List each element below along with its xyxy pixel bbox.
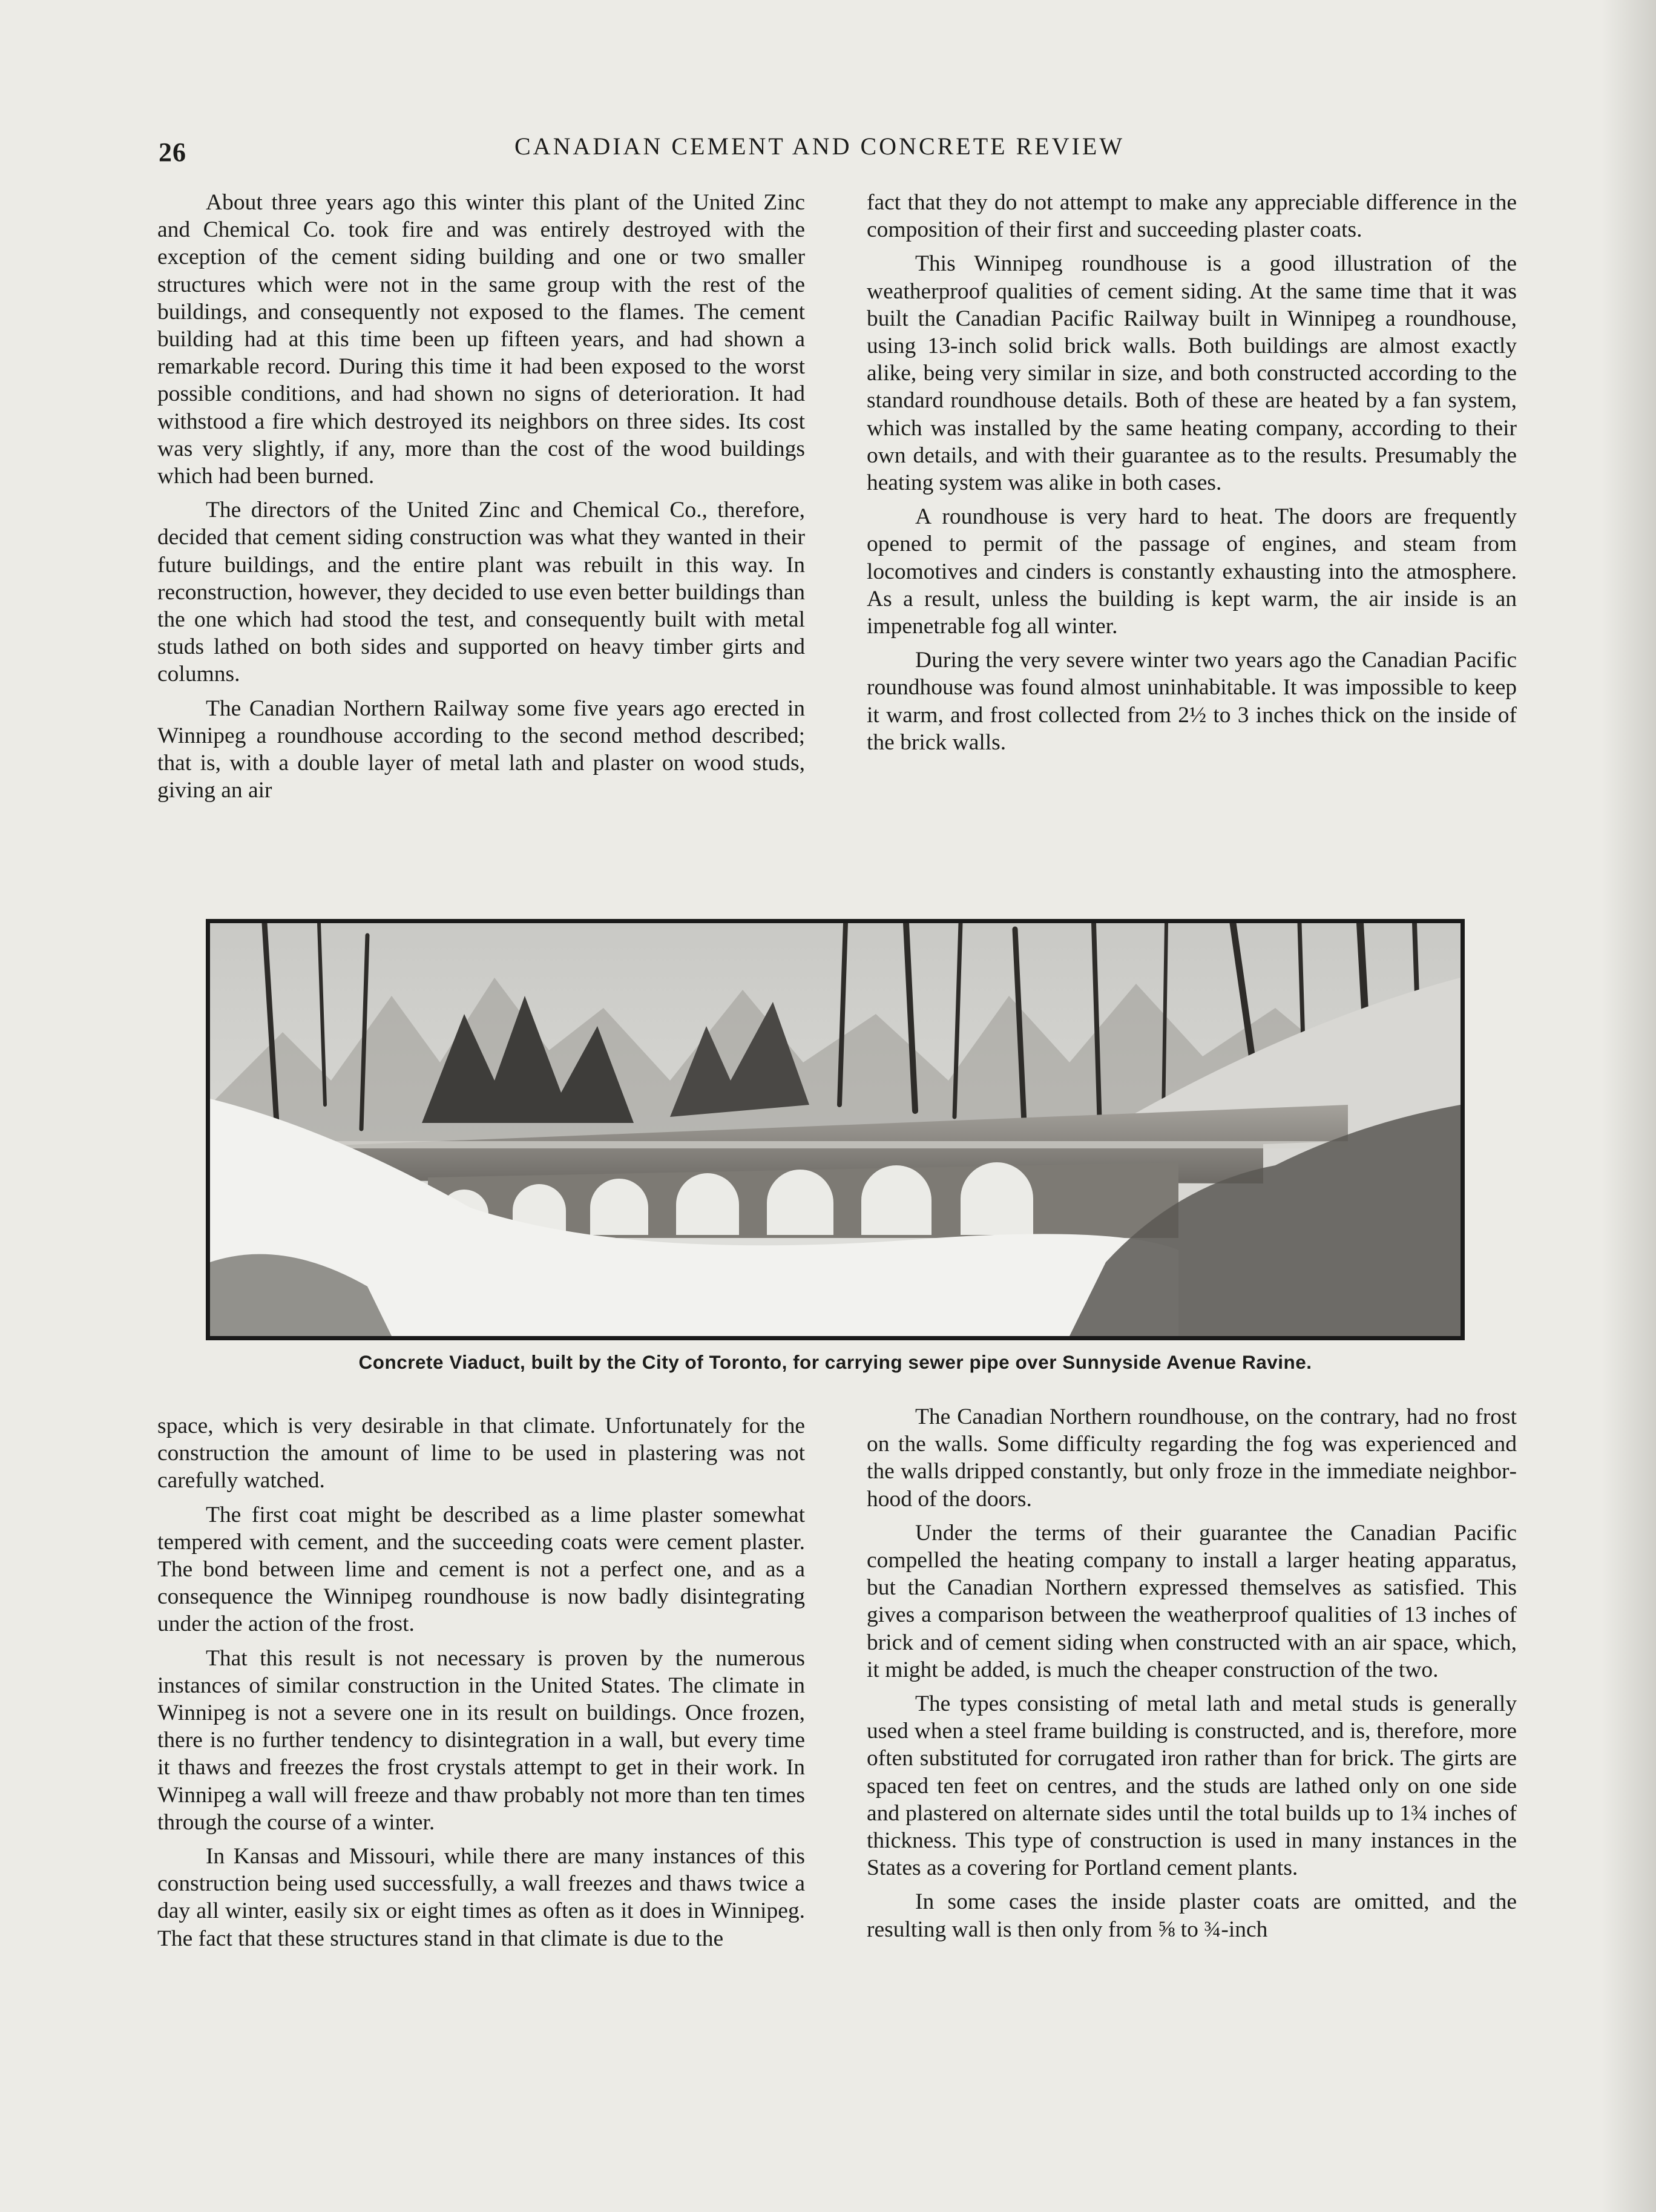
paragraph: About three years ago this winter this plant of the United Zinc and Chemical Co. took fire and was entirely destroyed with the exception of the cement siding building and one or two smaller structures which were not in the same group with the rest of the buildings, and consequently not exposed to the flames. The cement building had at this time been up fifteen years, and had shown a remarkable record. During this time it had been exposed to the worst possible conditions, and had shown no signs of deterioration. It had withstood a fire which destroyed its neighbors on three sides. Its cost was very slightly, if any, more than the cost of the wood buildings which had been burned. bbox=[157, 190, 805, 489]
paragraph: The directors of the United Zinc and Chemical Co., therefore, decided that cement siding construction was what they wanted in their future buildings, and the entire plant was rebuilt in this way. In reconstruction, however, they decided to use even better buildings than the one which had stood the test, and consequently built with metal studs lathed on both sides and supported on heavy timber girts and columns. bbox=[157, 498, 805, 687]
paragraph: That this result is not necessary is proven by the numerous instances of similar construction in the United States. The climate in Winnipeg is not a severe one in its result on buildings. Once frozen, there is no further tendency to disintegration in a wall, but every time it thaws and freezes the frost crystals attempt to get in their work. In Winnipeg a wall will freeze and thaw probably not more than ten times through the course of a winter. bbox=[157, 1645, 805, 1835]
paragraph: In Kansas and Missouri, while there are many instances of this construction being used successfully, a wall freezes and thaws twice a day all winter, easily six or eight times as often as it does in Winnipeg. The fact that these structures stand in that climate is due to the bbox=[157, 1844, 805, 1951]
paragraph: fact that they do not attempt to make any appreciable difference in the composition of their first and succeeding plaster coats. bbox=[867, 190, 1517, 243]
paragraph: A roundhouse is very hard to heat. The doors are frequently opened to permit of the passage of engines, and steam from locomotives and cinders is constantly exhausting into the atmosphere. As a result, unless the building is kept warm, the air inside is an impenetrable fog all winter. bbox=[867, 504, 1517, 639]
running-title: CANADIAN CEMENT AND CONCRETE REVIEW bbox=[514, 133, 1125, 160]
page-number: 26 bbox=[159, 137, 186, 167]
paragraph: The Canadian Northern roundhouse, on the contrary, had no frost on the walls. Some difficulty regarding the fog was experienced and the walls dripped constantly, but only froze in the immediate neighborhood of the doors. bbox=[867, 1404, 1517, 1512]
paragraph: The types consisting of metal lath and metal studs is generally used when a steel frame building is constructed, and is, therefore, more often substituted for corrugated iron rather than for brick. The girts are spaced ten feet on centres, and the studs are lathed only on one side and plastered on alternate sides until the total builds up to 1¾ inches of thickness. This type of construction is used in many instances in the States as a covering for Portland cement plants. bbox=[867, 1691, 1517, 1881]
viaduct-photograph bbox=[206, 919, 1465, 1340]
top-left-column bbox=[157, 189, 805, 811]
paragraph: The Canadian Northern Railway some five years ago erected in Winnipeg a roundhouse according to the second method described; that is, with a double layer of metal lath and plaster on wood studs, giving an air bbox=[157, 696, 805, 803]
page-edge-shadow bbox=[1602, 0, 1656, 2212]
paragraph: In some cases the inside plaster coats are omitted, and the resulting wall is then only from ⅝ to ¾-inch bbox=[867, 1889, 1517, 1942]
paragraph: Under the terms of their guarantee the Canadian Pacific compelled the heating company to install a larger heating apparatus, but the Canadian Northern expressed themselves as satisfied. This gives a comparison between the weatherproof qualities of 13 inches of brick and of cement siding when constructed with an air space, which, it might be added, is much the cheaper construction of the two. bbox=[867, 1520, 1517, 1682]
bottom-left-column bbox=[157, 1412, 805, 1959]
viaduct-scene bbox=[210, 923, 1460, 1336]
bottom-right-column bbox=[867, 1403, 1517, 1950]
paragraph: The first coat might be described as a lime plaster somewhat tempered with cement, and the succeeding coats were cement plaster. The bond between lime and cement is not a perfect one, and as a consequence the Winnipeg roundhouse is now badly disintegrating under the action of the frost. bbox=[157, 1502, 805, 1637]
paragraph: space, which is very desirable in that climate. Unfortunately for the construction the amount of lime to be used in plastering was not carefully watched. bbox=[157, 1414, 805, 1493]
paragraph: During the very severe winter two years ago the Canadian Pacific roundhouse was found almost uninhabitable. It was impossible to keep it warm, and frost collected from 2½ to 3 inches thick on the inside of the brick walls. bbox=[867, 648, 1517, 755]
paragraph: This Winnipeg roundhouse is a good illustration of the weatherproof qualities of cement siding. At the same time that it was built the Canadian Pacific Railway built in Winnipeg a roundhouse, using 13-inch solid brick walls. Both buildings are almost exactly alike, being very similar in size, and both constructed according to the standard roundhouse details. Both of these are heated by a fan system, which was installed by the same heating company, according to their own details, and with their guarantee as to the results. Presumably the heating system was alike in both cases. bbox=[867, 251, 1517, 496]
viaduct-coping bbox=[289, 1141, 1348, 1148]
top-right-column bbox=[867, 189, 1517, 763]
figure-caption: Concrete Viaduct, built by the City of Toronto, for carrying sewer pipe over Sunnyside Avenue Ravine. bbox=[358, 1351, 1312, 1373]
